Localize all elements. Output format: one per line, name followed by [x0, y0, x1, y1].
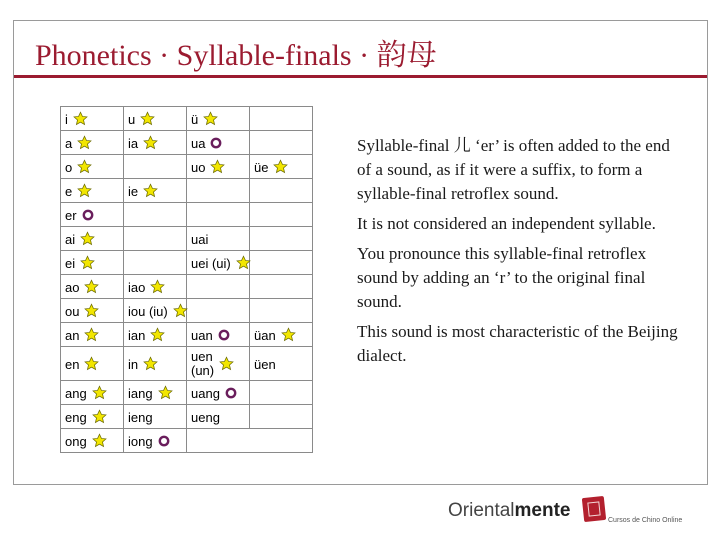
final-label: iong: [128, 434, 153, 450]
final-label: an: [65, 328, 80, 344]
paragraph-er-suffix: Syllable-final 儿 ‘er’ is often added to the end of a sound, as if it were a suffix, to form a syllable-final retroflex sound.: [357, 136, 670, 203]
finals-cell: [187, 227, 250, 251]
finals-row: [61, 203, 313, 227]
finals-cell: [61, 155, 124, 179]
star-icon: [219, 356, 234, 371]
final-label: uo: [191, 160, 206, 176]
finals-cell: [124, 203, 187, 227]
final-label: ao: [65, 280, 80, 296]
finals-row: [61, 299, 313, 323]
finals-cell: [61, 323, 124, 347]
finals-cell: [187, 429, 313, 453]
star-icon: [80, 231, 95, 246]
finals-cell: [250, 107, 313, 131]
finals-cell: [187, 155, 250, 179]
star-icon: [84, 327, 99, 342]
finals-cell: [187, 323, 250, 347]
final-label: ueng: [191, 410, 220, 426]
finals-cell: [187, 179, 250, 203]
star-icon: [150, 327, 165, 342]
finals-row: [61, 107, 313, 131]
final-label: iou (iu): [128, 304, 168, 320]
finals-cell: [124, 275, 187, 299]
final-label: i: [65, 112, 68, 128]
finals-row: [61, 323, 313, 347]
finals-cell: [61, 179, 124, 203]
final-label: eng: [65, 410, 87, 426]
star-icon: [84, 279, 99, 294]
finals-cell: [250, 131, 313, 155]
finals-cell: [187, 381, 250, 405]
final-label: ang: [65, 386, 87, 402]
finals-cell: [250, 381, 313, 405]
final-label: ong: [65, 434, 87, 450]
star-icon: [84, 356, 99, 371]
final-label: ei: [65, 256, 76, 272]
explanation-text: [357, 134, 687, 374]
finals-cell: [187, 405, 250, 429]
finals-cell: [124, 347, 187, 381]
star-icon: [143, 135, 158, 150]
final-label: ua: [191, 136, 206, 152]
finals-cell: [187, 251, 250, 275]
logo-wordmark-light: Oriental: [448, 500, 515, 521]
star-icon: [77, 183, 92, 198]
finals-cell: [250, 347, 313, 381]
final-label: in: [128, 357, 139, 373]
star-icon: [143, 356, 158, 371]
star-icon: [203, 111, 218, 126]
star-icon: [92, 385, 107, 400]
ring-icon: [82, 209, 94, 221]
finals-cell: [187, 275, 250, 299]
slide-title: Phonetics · Syllable-finals · 韵母: [35, 39, 437, 72]
ring-icon: [218, 329, 230, 341]
final-label: ü: [191, 112, 199, 128]
finals-cell: [250, 179, 313, 203]
star-icon: [150, 279, 165, 294]
syllable-finals-table: [60, 106, 313, 453]
ring-icon: [225, 387, 237, 399]
ring-icon: [158, 435, 170, 447]
finals-cell: [250, 323, 313, 347]
final-label: ie: [128, 184, 139, 200]
final-label: ai: [65, 232, 76, 248]
final-label: ieng: [128, 410, 153, 426]
paragraph-not-independent: It is not considered an independent syllable.: [357, 214, 656, 233]
finals-cell: [124, 227, 187, 251]
final-label: üe: [254, 160, 269, 176]
finals-cell: [250, 251, 313, 275]
final-label: uang: [191, 386, 220, 402]
finals-cell: [250, 155, 313, 179]
star-icon: [73, 111, 88, 126]
final-label: ia: [128, 136, 139, 152]
star-icon: [77, 159, 92, 174]
finals-cell: [61, 299, 124, 323]
finals-cell: [250, 227, 313, 251]
finals-cell: [187, 299, 250, 323]
paragraph-beijing-dialect: This sound is most characteristic of the Beijing dialect.: [357, 322, 678, 365]
logo-wordmark-bold: mente: [514, 500, 571, 521]
finals-cell: [250, 203, 313, 227]
finals-row: [61, 381, 313, 405]
finals-cell: [61, 347, 124, 381]
finals-cell: [61, 429, 124, 453]
finals-cell: [187, 203, 250, 227]
final-label: ou: [65, 304, 80, 320]
logo-wordmark: [448, 500, 571, 522]
finals-cell: [61, 275, 124, 299]
logo-tagline: Cursos de Chino Online: [608, 517, 683, 524]
finals-cell: [187, 131, 250, 155]
star-icon: [92, 409, 107, 424]
star-icon: [158, 385, 173, 400]
star-icon: [77, 135, 92, 150]
finals-cell: [61, 381, 124, 405]
finals-cell: [61, 227, 124, 251]
final-label: uan: [191, 328, 213, 344]
final-label: en: [65, 357, 80, 373]
finals-cell: [124, 299, 187, 323]
star-icon: [140, 111, 155, 126]
star-icon: [210, 159, 225, 174]
finals-cell: [61, 251, 124, 275]
star-icon: [80, 255, 95, 270]
finals-cell: [124, 429, 187, 453]
final-label: uei (ui): [191, 256, 231, 272]
finals-cell: [61, 405, 124, 429]
finals-row: [61, 251, 313, 275]
final-label: ian: [128, 328, 146, 344]
finals-cell: [124, 131, 187, 155]
finals-row: [61, 405, 313, 429]
final-label: uen (un): [191, 348, 215, 378]
finals-cell: [124, 155, 187, 179]
finals-row: [61, 155, 313, 179]
final-label: er: [65, 208, 77, 224]
finals-row: [61, 131, 313, 155]
finals-cell: [124, 381, 187, 405]
finals-cell: [187, 107, 250, 131]
star-icon: [281, 327, 296, 342]
finals-table-body: [61, 107, 313, 453]
final-label: iao: [128, 280, 146, 296]
finals-cell: [187, 347, 250, 381]
finals-row: [61, 275, 313, 299]
finals-cell: [250, 275, 313, 299]
final-label: o: [65, 160, 73, 176]
final-label: a: [65, 136, 73, 152]
finals-row: [61, 347, 313, 381]
star-icon: [92, 433, 107, 448]
star-icon: [143, 183, 158, 198]
finals-cell: [250, 299, 313, 323]
star-icon: [84, 303, 99, 318]
finals-cell: [124, 179, 187, 203]
finals-cell: [61, 203, 124, 227]
paragraph-pronunciation: You pronounce this syllable-final retroflex sound by adding an ‘r’ to the original final sound.: [357, 244, 647, 311]
finals-cell: [250, 405, 313, 429]
finals-cell: [61, 131, 124, 155]
final-label: u: [128, 112, 136, 128]
finals-cell: [124, 405, 187, 429]
final-label: üan: [254, 328, 276, 344]
finals-cell: [124, 323, 187, 347]
final-label: iang: [128, 386, 153, 402]
finals-row: [61, 227, 313, 251]
finals-cell: [61, 107, 124, 131]
final-label: uai: [191, 232, 209, 248]
star-icon: [273, 159, 288, 174]
orientalmente-logo: [448, 497, 718, 533]
final-label: üen: [254, 357, 276, 373]
ring-icon: [210, 137, 222, 149]
finals-row: [61, 429, 313, 453]
finals-row: [61, 179, 313, 203]
seal-icon: [582, 496, 606, 522]
finals-cell: [124, 251, 187, 275]
title-underline: [14, 75, 707, 78]
final-label: e: [65, 184, 73, 200]
finals-cell: [124, 107, 187, 131]
